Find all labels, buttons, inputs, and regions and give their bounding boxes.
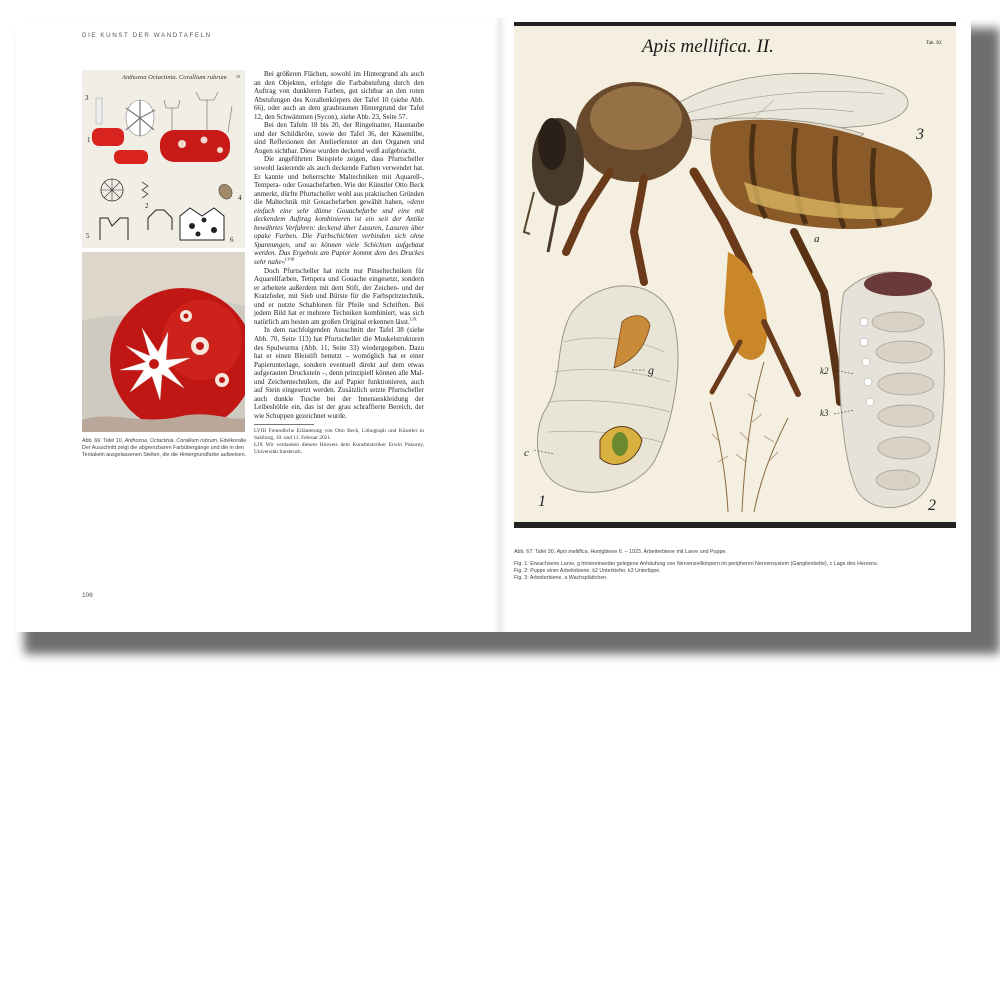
paragraph: Bei größeren Flächen, sowohl im Hintergrund als auch an den Objekten, erfolgte die Farbabstufung durch den Auftrag von dunkleren Farben, gut sichtbar an den roten Abstufungen des Korallenkörpers der Tafel 10 (siehe Abb. 66), oder auch an dem graubraunen Hintergrund der Tafel 12, den Schwämmen (Sycon), siehe Abb. 23, Seite 57. bbox=[254, 70, 424, 121]
caption-fig-3: Fig. 3: Arbeiterbiene, a Wachsplättchen. bbox=[514, 575, 608, 581]
caption-fig-2: Fig. 2: Puppe einer Arbeitsbiene, k2 Unterkiefer, k3 Unterlippe. bbox=[514, 568, 661, 574]
caption-species: Apis mellifica bbox=[556, 549, 588, 555]
paragraph-text: Die angeführten Beispiele zeigen, dass Pfurtscheller sowohl lasierende als auch deckende Farben verwendet hat. Er kannte und beherrschte Maltechniken mit Aquarell-, Tempera- oder Gouachefarben. Wie der Künstler Otto Beck anmerkt, dürfte Pfurtscheller wohl aus praktischen Gründen die Maltechnik mit Gouachefarben gewählt haben, bbox=[254, 155, 424, 207]
bee-plate-title: Apis mellifica. II. bbox=[642, 36, 774, 57]
figure-66-coral-plate bbox=[82, 70, 245, 432]
coral-fig-number: 4 bbox=[238, 194, 242, 202]
quote-otto-beck: »denn einfach eine sehr dünne Gouachefarbe und eine mit deckendem Auftrag kombinieren ist ein seit der Antike bewährtes Verfahren: deckend über Lasuren, Lasuren über opake Farben. Die Farbschichten verbinden sich ohne Spannungen, und so können viele Schichten aufgebaut werden. Das Ergebnis am Papier kommt dem des Druckes sehr nahe« bbox=[254, 198, 424, 267]
book-spread bbox=[16, 18, 971, 632]
bee-fig-label: g bbox=[648, 363, 654, 377]
bee-fig-label: k2 bbox=[820, 366, 829, 376]
bee-fig-label: 2 bbox=[928, 497, 936, 514]
bee-fig-label: a bbox=[814, 233, 820, 245]
bee-fig-label: c bbox=[524, 447, 529, 459]
footnotes bbox=[254, 428, 424, 455]
paragraph bbox=[254, 267, 424, 327]
coral-fig-number: 2 bbox=[145, 202, 149, 210]
coral-fig-number: 3 bbox=[85, 94, 89, 102]
footnote-ref: LVIII bbox=[285, 256, 295, 262]
caption-species: Anthozoa. Octactinia. Corallium rubrum bbox=[124, 438, 218, 444]
figure-67-caption bbox=[514, 549, 954, 582]
figure-67-bee-plate bbox=[514, 22, 956, 528]
figure-66-caption bbox=[82, 438, 250, 459]
caption-prefix: Abb. 67: Tafel 30, bbox=[514, 549, 557, 555]
paragraph: Bei den Tafeln 18 bis 20, der Ringelnatter, Haustaube und der Schildkröte, sowie der Tafel 36, der Käsemilbe, sind Reflexionen der Atelierfenster an den Organen und Augen sichtbar. Diese wurden deckend weiß aufgebracht. bbox=[254, 121, 424, 155]
paragraph-text: Doch Pfurtscheller hat nicht nur Pinseltechniken für Aquarellfarben, Tempera und Gouache eingesetzt, sondern er arbeitete außerdem mit dem Stift, der Zeichen- und der Kratzfeder, mit Sieb und Bürste für die Farbspritztechnik, und er nutzte Schablonen für Pfeile und Schriften. Bei jedem Bild hat er mehrere Techniken kombiniert, was sich natürlich am besten am großen Original erkennen lässt. bbox=[254, 266, 424, 326]
caption-line bbox=[514, 549, 954, 556]
bee-fig-label: k3 bbox=[820, 408, 829, 418]
paragraph: In dem nachfolgenden Ausschnitt der Tafel 38 (siehe Abb. 70, Seite 113) hat Pfurtscheller die Muskelstrukturen des Spulwurms (Abb. 11, Seite 33) wiedergegeben. Dazu hat er einen Bleistift benutzt – womöglich hat er einer Papierunterlage, sondern eventuell direkt auf dem etwas aufgerauten Druckstein –, denn prinzipiell können alle Mal- und Zeichentechniken, die auf Papier funktionieren, auch auf Stein eingesetzt werden. Zusätzlich setzte Pfurtscheller auch dunkle Tusche bei der Innenauskleidung der Leibeshöhle ein, das ist der grau schraffierte Bereich, der wie Schuppen gezeichnet wurde. bbox=[254, 326, 424, 420]
page-number: 106 bbox=[82, 592, 93, 599]
paragraph bbox=[254, 155, 424, 266]
caption-prefix: Abb. 66: Tafel 10, bbox=[82, 438, 125, 444]
bee-plate-tab: Tab. 30. bbox=[926, 41, 943, 46]
footnote: LVIII Freundliche Erläuterung von Otto Beck, Lithograph und Künstler in Salzburg, 10. und 11. Februar 2021. bbox=[254, 428, 424, 442]
coral-fig-number: 6 bbox=[230, 236, 234, 244]
coral-fig-number: 5 bbox=[86, 232, 90, 240]
body-text-column bbox=[254, 70, 424, 456]
bee-fig-label: 3 bbox=[916, 126, 924, 143]
caption-fig-1: Fig. 1: Erwachsene Larve, g hintereinander gelegene Anhäufung von Nervenzellkörpern im peripheren Nervensystem (Ganglienkette), c Lage des Herzens. bbox=[514, 561, 879, 567]
footnote-rule bbox=[254, 424, 314, 425]
bee-fig-label: 1 bbox=[538, 493, 546, 510]
caption-text: , Honigbiene II. – 1923. Arbeiterbiene mit Larve und Puppe. bbox=[587, 549, 727, 555]
caption-text: , Edelkoralle. Der Ausschnitt zeigt die abgrenzbaren Farbübergänge und die in den Tentakeln ausgelassenen Stellen, die die Hintergrundfarbe aufweisen. bbox=[82, 438, 248, 458]
coral-fig-number: 1 bbox=[87, 136, 91, 144]
coral-plate-no: 10 bbox=[236, 74, 240, 79]
footnote-ref: LIX bbox=[409, 316, 417, 322]
coral-plate-title: Anthozoa Octactinia. Corallium rubrum bbox=[122, 74, 227, 81]
book-gutter bbox=[494, 18, 508, 632]
footnote: LIX Wir verdanken diesem Hinweis dem Kunsthistoriker Erwin Pokorny, Universität Innsbruck. bbox=[254, 442, 424, 455]
running-head: DIE KUNST DER WANDTAFELN bbox=[82, 32, 212, 39]
